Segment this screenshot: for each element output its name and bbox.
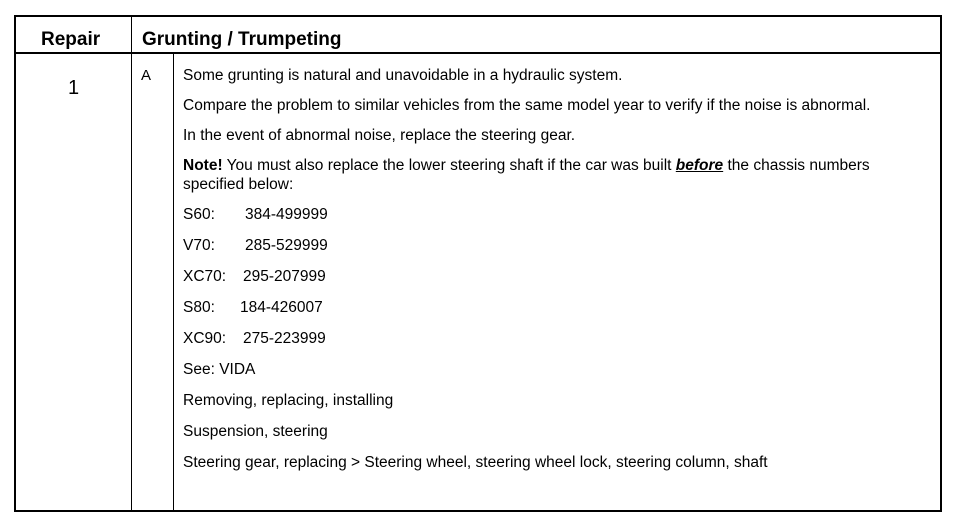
table-title: Grunting / Trumpeting <box>142 29 342 50</box>
chassis-row <box>183 329 883 348</box>
header-divider <box>16 52 940 54</box>
instruction-compare: Compare the problem to similar vehicles from the same model year to verify if the noise is abnormal. <box>183 97 871 114</box>
chassis-row <box>183 298 883 317</box>
chassis-range: 295-207999 <box>243 268 326 285</box>
reference-operation: Removing, replacing, installing <box>183 392 394 409</box>
note-text-after: the chassis numbers specified below: <box>183 157 870 193</box>
chassis-model: XC70: <box>183 268 227 285</box>
note-paragraph <box>183 156 883 194</box>
note-text-before: You must also replace the lower steering shaft if the car was built <box>222 157 676 174</box>
instruction-replace: In the event of abnormal noise, replace the steering gear. <box>183 127 576 144</box>
chassis-range: 384-499999 <box>245 206 328 223</box>
chassis-model: XC90: <box>183 330 227 347</box>
chassis-model: V70: <box>183 237 215 254</box>
chassis-range: 184-426007 <box>240 299 323 316</box>
repair-column-divider <box>131 17 132 510</box>
chassis-row <box>183 205 883 224</box>
repair-table <box>14 15 942 512</box>
repair-number: 1 <box>67 77 80 99</box>
chassis-range: 285-529999 <box>245 237 328 254</box>
see-reference: See: VIDA <box>183 361 256 378</box>
variant-column-divider <box>173 54 174 510</box>
reference-path: Steering gear, replacing > Steering wheel, steering wheel lock, steering column, shaft <box>183 454 768 471</box>
note-label: Note! <box>183 157 223 174</box>
instruction-intro: Some grunting is natural and unavoidable in a hydraulic system. <box>183 67 623 84</box>
repair-column-header: Repair <box>41 29 101 50</box>
reference-section: Suspension, steering <box>183 423 328 440</box>
variant-letter: A <box>141 67 152 84</box>
chassis-model: S80: <box>183 299 215 316</box>
chassis-model: S60: <box>183 206 215 223</box>
chassis-row <box>183 236 883 255</box>
note-emphasis: before <box>675 157 724 174</box>
chassis-range: 275-223999 <box>243 330 326 347</box>
chassis-row <box>183 267 883 286</box>
repair-instructions <box>183 66 883 484</box>
